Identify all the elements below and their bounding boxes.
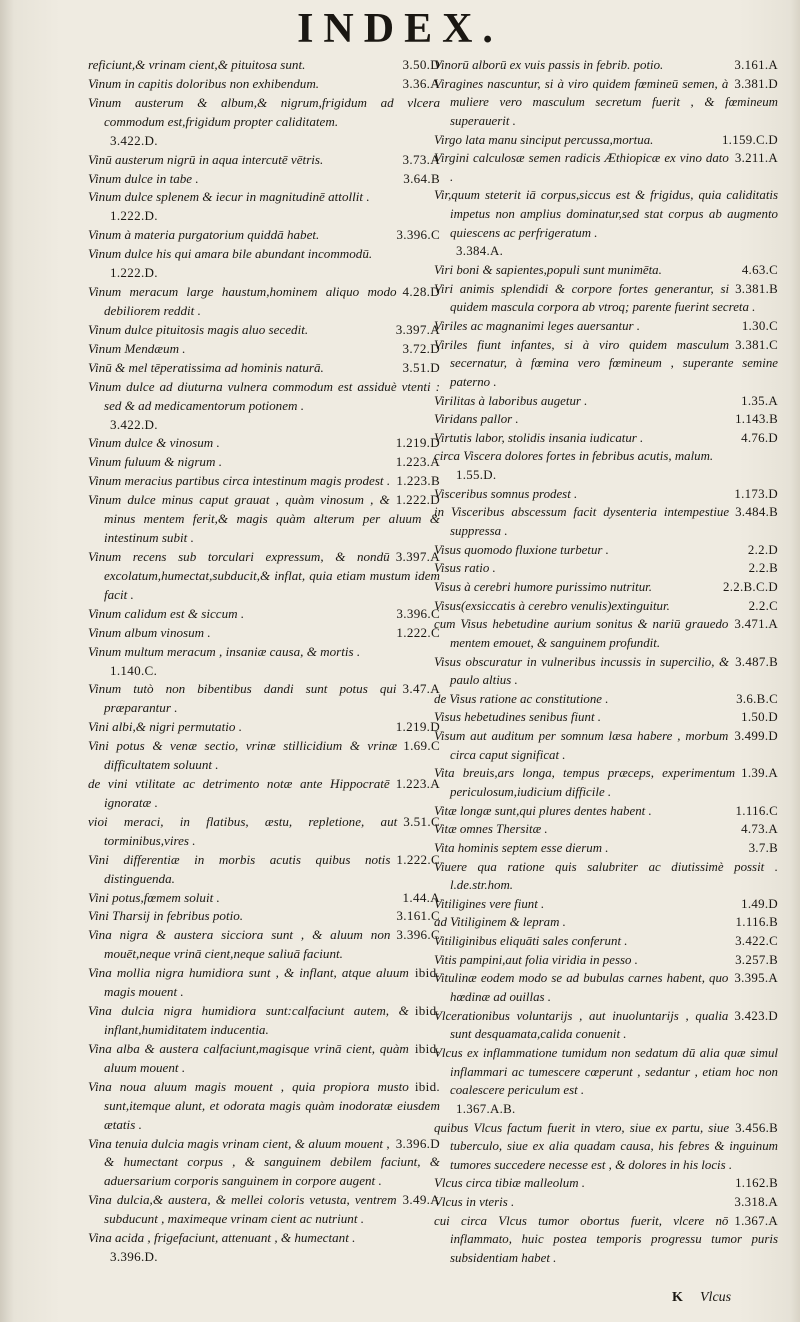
entry-text: Vina dulcia nigra humidiora sunt:calfaciunt autem, & inflant,humiditatem inducentia. — [88, 1003, 409, 1038]
entry-text: Vinum à materia purgatorium quiddā habet. — [88, 227, 320, 243]
index-entry — [434, 969, 778, 1006]
entry-text: Vitæ omnes Thersitæ . — [434, 822, 548, 837]
entry-reference: 1.222.C — [396, 851, 440, 867]
entry-reference: 3.211.A — [734, 151, 778, 166]
index-entry — [434, 858, 778, 895]
entry-reference: 3.484.B — [735, 505, 778, 520]
running-head — [0, 6, 800, 52]
signature-mark: K — [672, 1290, 683, 1305]
entry-text: cui circa Vlcus tumor obortus fuerit, vlcere nō inflammato, huic postea temporis progressu tumor puris subsidentiam habet . — [434, 1213, 778, 1265]
entry-text: Vini potus,fœmem soluit . — [88, 889, 220, 905]
index-entry — [434, 261, 778, 280]
index-entry — [88, 964, 440, 1002]
entry-reference: 1.219.D — [395, 719, 440, 735]
entry-reference: 1.219.D — [395, 435, 440, 451]
entry-reference: 3.6.B.C — [736, 691, 778, 706]
entry-reference: 2.2.D — [747, 542, 778, 557]
index-entry — [434, 280, 778, 317]
index-entry — [434, 690, 778, 709]
index-entry — [88, 926, 440, 964]
index-entry — [88, 170, 440, 189]
entry-text: Visus obscuratur in vulneribus incussis in supercilio, & paulo altius . — [434, 654, 730, 688]
entry-text: Vina dulcia,& austera, & mellei coloris vetusta, ventrem subducunt , maximeque vrinam cient ac nutriunt . — [88, 1192, 397, 1227]
entry-reference: 3.72.D — [402, 340, 440, 356]
entry-reference: 1.39.A — [741, 766, 778, 781]
entry-text: Vini Tharsij in febribus potio. — [88, 908, 244, 924]
entry-reference: 3.64.B — [403, 170, 440, 186]
index-entry — [434, 541, 778, 560]
index-entry — [88, 491, 440, 548]
index-entry — [434, 336, 778, 392]
entry-reference: 1.50.D — [741, 710, 778, 725]
index-entry — [434, 653, 778, 690]
entry-reference: 3.7.B — [748, 840, 778, 855]
entry-text: Vinum recens sub torculari expressum, & nondū excolatum,humectat,subducit,& inflat, quia etiam mustum idem facit . — [88, 548, 440, 602]
entry-reference: 1.49.D — [741, 896, 778, 911]
index-entry — [88, 1078, 440, 1135]
entry-reference: 1.30.C — [741, 318, 778, 333]
entry-text: Vlcerationibus voluntarijs , aut inuoluntarijs , qualia sunt desquamata,calida conuenit . — [434, 1008, 729, 1042]
entry-reference: 3.471.A — [734, 617, 778, 632]
entry-reference: 3.422.D. — [110, 132, 158, 148]
index-entry — [434, 1193, 778, 1212]
entry-text: Vinum multum meracum , insaniæ causa, & mortis . — [88, 643, 361, 659]
entry-text: Virtutis labor, stolidis insania iudicatur . — [434, 430, 644, 445]
index-entry — [434, 802, 778, 821]
entry-reference: 1.222.C — [396, 624, 440, 640]
entry-text: Vir,quum steterit iā corpus,siccus est & frigidus, quia caliditatis impetus non amplius dominatur,sed stat corpus ab augmento quiescens ac perfrigeratum . — [434, 188, 778, 240]
entry-text: Vina alba & austera calfaciunt,magisque vrinā cient, quàm aluum mouent . — [88, 1040, 409, 1075]
entry-reference: 3.395.A — [734, 971, 778, 986]
index-entry — [88, 1191, 440, 1229]
entry-reference: 3.397.A — [395, 321, 440, 337]
index-entry — [88, 56, 440, 75]
catchword: Vlcus — [700, 1290, 732, 1305]
entry-reference: 1.222.D — [395, 492, 440, 508]
index-entry — [434, 615, 778, 652]
entry-reference: 3.161.A — [734, 58, 778, 72]
index-entry — [434, 708, 778, 727]
entry-text: Viuere qua ratione quis salubriter ac diutissimè possit . l.de.str.hom. — [434, 859, 778, 893]
page-footer — [660, 1290, 780, 1312]
entry-text: Visus hebetudines senibus fiunt . — [434, 710, 601, 725]
index-entry — [88, 643, 440, 681]
entry-text: Visceribus somnus prodest . — [434, 486, 578, 501]
entry-reference: 1.140.C. — [110, 662, 158, 678]
running-head-title: INDEX. — [297, 6, 503, 52]
entry-text: reficiunt,& vrinam cient,& pituitosa sunt. — [88, 57, 306, 72]
entry-reference: 3.499.D — [734, 729, 778, 744]
index-entry — [434, 895, 778, 914]
entry-text: Vina acida , frigefaciunt, attenuant , & humectant . — [88, 1230, 356, 1246]
entry-text: Vinum album vinosum . — [88, 624, 211, 640]
entry-text: Vinum dulce splenem & iecur in magnitudinē attollit . — [88, 189, 370, 205]
index-entry — [88, 151, 440, 170]
index-entry — [434, 951, 778, 970]
index-entry — [88, 453, 440, 472]
entry-text: Viri animis splendidi & corpore fortes generantur, si quidem mascula corpora ab vtroq; parente fuerint secreta . — [434, 281, 756, 315]
entry-reference: 1.367.A.B. — [456, 1101, 516, 1116]
entry-text: Vinum meracum large haustum,hominem aliquo modo debiliorem reddit . — [88, 284, 397, 318]
entry-reference: ibid. — [414, 1003, 440, 1019]
index-entry — [434, 1119, 778, 1175]
entry-text: Vini albi,& nigri permutatio . — [88, 719, 242, 735]
entry-reference: 3.396.C — [396, 605, 440, 621]
entry-reference: 3.397.A — [395, 548, 440, 564]
entry-reference: 1.222.D. — [110, 265, 158, 281]
index-entry — [434, 447, 778, 484]
entry-reference: 3.422.C — [735, 934, 778, 949]
entry-text: Vina noua aluum magis mouent , quia propiora musto sunt,itemque alunt, et odorata magis quàm inodoratæ eiusdem ætatis . — [88, 1078, 440, 1132]
entry-text: de Visus ratione ac constitutione . — [434, 691, 609, 706]
index-entry — [434, 392, 778, 411]
entry-reference: ibid. — [414, 1078, 440, 1094]
entry-reference: 1.367.A — [734, 1213, 778, 1228]
entry-text: circa Viscera dolores fortes in febribus acutis, malum. — [434, 449, 714, 464]
entry-text: de vini vtilitate ac detrimento notæ ante Hippocratē ignoratæ . — [88, 776, 390, 810]
entry-text: Vlcus in vteris . — [434, 1195, 515, 1210]
index-entry — [88, 907, 440, 926]
entry-text: Visum aut auditum per somnum læsa habere , morbum circa caput significat . — [434, 729, 729, 762]
entry-text: Vina tenuia dulcia magis vrinam cient, & aluum mouent , & humectant corpus , & sanguinem debilem faciunt, & aduersarium corporis sanguinem in corpore augent . — [88, 1135, 440, 1189]
index-entry — [434, 75, 778, 131]
entry-text: Vinum dulce minus caput grauat , quàm vinosum , & minus mentem ferit,& magis quàm alterum per aluum & intestinum subit . — [88, 492, 440, 546]
entry-reference: 3.456.B — [735, 1120, 778, 1135]
entry-text: Vini potus & venæ sectio, vrinæ stillicidium & vrinæ difficultatem soluunt . — [88, 738, 398, 773]
index-entry — [88, 226, 440, 245]
entry-reference: 1.116.C — [735, 803, 778, 818]
entry-text: Viri boni & sapientes,populi sunt munimēta. — [434, 263, 662, 278]
index-entry — [88, 1135, 440, 1192]
entry-text: Vinum calidum est & siccum . — [88, 605, 245, 621]
index-entry — [88, 737, 440, 775]
entry-reference: 2.2.B.C.D — [723, 579, 778, 594]
index-entry — [434, 149, 778, 186]
entry-reference: 1.223.A — [395, 454, 440, 470]
entry-text: Virgo lata manu sinciput percussa,mortua. — [434, 132, 654, 147]
entry-reference: 2.2.C — [748, 598, 778, 613]
entry-reference: 1.162.B — [735, 1176, 778, 1191]
index-entry — [88, 378, 440, 435]
index-entry — [88, 75, 440, 94]
entry-reference: ibid. — [414, 1040, 440, 1056]
entry-reference: 4.28.D — [402, 284, 440, 300]
entry-text: Vinū & mel tēperatissima ad hominis naturā. — [88, 359, 324, 375]
entry-reference: 1.159.C.D — [721, 132, 778, 147]
entry-text: Vinum dulce ad diuturna vulnera commodum est assiduè vtenti : sed & ad medicamentorum potionem . — [88, 378, 440, 413]
entry-text: Virilitas à laboribus augetur . — [434, 393, 588, 408]
entry-reference: 3.73.A — [402, 151, 440, 167]
entry-text: Visus(exsiccatis à cerebro venulis)extinguitur. — [434, 598, 670, 613]
entry-reference: 1.116.B — [735, 915, 778, 930]
entry-text: Vita hominis septem esse dierum . — [434, 840, 609, 855]
entry-reference: 4.76.D — [741, 430, 778, 445]
index-entry — [434, 131, 778, 150]
entry-text: Vinum fuluum & nigrum . — [88, 454, 222, 470]
entry-text: Viridans pallor . — [434, 412, 519, 427]
index-entry — [434, 578, 778, 597]
index-entry — [88, 680, 440, 718]
entry-reference: ibid. — [414, 965, 440, 981]
index-entry — [88, 813, 440, 851]
entry-reference: 3.487.B — [735, 654, 778, 669]
entry-text: Vina mollia nigra humidiora sunt , & inflant, atque aluum magis mouent . — [88, 965, 409, 1000]
entry-reference: 1.223.B — [396, 473, 440, 489]
index-entry — [88, 359, 440, 378]
entry-text: Visus ratio . — [434, 561, 496, 576]
index-entry — [434, 429, 778, 448]
entry-text: Vinū austerum nigrū in aqua intercutē vētris. — [88, 151, 324, 167]
entry-text: Vinum tutò non bibentibus dandi sunt potus qui præparantur . — [88, 681, 397, 716]
index-entry — [434, 56, 778, 75]
entry-text: Vitulinæ eodem modo se ad bubulas carnes habent, quo hœdinæ ad ouillas . — [434, 971, 729, 1005]
entry-text: Vinum meracius partibus circa intestinum magis prodest . — [88, 473, 391, 489]
entry-text: Vitiligines vere fiunt . — [434, 896, 545, 911]
index-entry — [88, 188, 440, 226]
index-entry — [434, 764, 778, 801]
index-entry — [88, 321, 440, 340]
index-entry — [434, 1212, 778, 1268]
index-entry — [434, 839, 778, 858]
entry-text: Vinum austerum & album,& nigrum,frigidum ad vlcera commodum est,frigidum propter caliditatem. — [88, 94, 440, 129]
index-entry — [88, 245, 440, 283]
entry-text: Vitiliginibus eliquāti sales conferunt . — [434, 934, 628, 949]
entry-reference: 3.51.D — [402, 359, 440, 375]
entry-reference: 2.2.B — [748, 561, 778, 576]
entry-reference: 3.381.B — [735, 281, 778, 296]
entry-reference: 3.396.C — [396, 227, 440, 243]
index-entry — [434, 1044, 778, 1119]
index-entry — [434, 727, 778, 764]
entry-reference: 1.55.D. — [456, 468, 497, 483]
entry-text: Virgini calculosæ semen radicis Æthiopicæ ex vino dato . — [434, 151, 729, 184]
index-entry — [88, 1002, 440, 1040]
index-entry — [88, 1040, 440, 1078]
entry-reference: 3.381.C — [735, 337, 778, 352]
entry-text: vioi meraci, in flatibus, æstu, repletione, aut torminibus,vires . — [88, 813, 398, 848]
entry-reference: 3.396.C — [396, 927, 440, 943]
index-entry — [434, 410, 778, 429]
index-entry — [88, 605, 440, 624]
entry-text: Vlcus circa tibiæ malleolum . — [434, 1176, 585, 1191]
entry-reference: 1.35.A — [741, 393, 778, 408]
entry-reference: 4.73.A — [741, 822, 778, 837]
entry-text: Vinum dulce his qui amara bile abundant incommodū. — [88, 246, 373, 262]
index-entry — [88, 889, 440, 908]
index-entry — [88, 548, 440, 605]
index-entry — [434, 186, 778, 261]
entry-reference: 3.381.D — [734, 76, 778, 91]
entry-text: Vinum in capitis doloribus non exhibendum. — [88, 75, 320, 91]
entry-text: Vinum dulce in tabe . — [88, 170, 199, 186]
index-entry — [434, 1007, 778, 1044]
entry-reference: 3.396.D. — [110, 1249, 158, 1265]
index-entry — [88, 340, 440, 359]
entry-text: Vina nigra & austera sicciora sunt , & aluum non mouēt,neque vrinā cient,neque saliuā faciunt. — [88, 927, 391, 962]
entry-reference: 3.384.A. — [456, 244, 504, 259]
entry-text: Viriles fiunt infantes, si à viro quidem masculum secernatur, à fœmina vero fœmineum , superante semine paterno . — [434, 337, 778, 389]
index-entry — [434, 597, 778, 616]
index-entry — [88, 283, 440, 321]
index-entry — [434, 317, 778, 336]
entry-text: Vitis pampini,aut folia viridia in pesso . — [434, 952, 638, 967]
entry-text: ad Vitiliginem & lepram . — [434, 915, 566, 930]
entry-text: Vinum dulce pituitosis magis aluo secedit. — [88, 321, 309, 337]
index-entry — [434, 559, 778, 578]
index-entry — [434, 913, 778, 932]
index-entry — [88, 434, 440, 453]
entry-text: Vitæ longæ sunt,qui plures dentes habent . — [434, 803, 652, 818]
entry-text: Vinum Mendæum . — [88, 340, 186, 356]
entry-text: Vini differentiæ in morbis acutis quibus notis distinguenda. — [88, 851, 391, 886]
index-entry — [88, 624, 440, 643]
entry-reference: 3.36.A — [402, 75, 440, 91]
entry-text: Vlcus ex inflammatione tumidum non sedatum dū alia quæ simul inflammari ac tumescere cœperunt , sedantur , etiam hoc non coalescere periculum est . — [434, 1045, 778, 1098]
entry-reference: 1.44.A — [402, 889, 440, 905]
index-entry — [88, 775, 440, 813]
entry-text: cum Visus hebetudine aurium sonitus & nariū grauedo mentem emouet, & sanguinem profundit. — [434, 617, 729, 650]
index-entry — [88, 94, 440, 151]
index-entry — [88, 1229, 440, 1267]
index-column-right — [434, 56, 778, 1268]
index-entry — [88, 472, 440, 491]
entry-text: Visus quomodo fluxione turbetur . — [434, 542, 609, 557]
entry-reference: 3.49.A — [402, 1192, 440, 1208]
entry-reference: 1.173.D — [734, 486, 778, 501]
entry-text: Viriles ac magnanimi leges auersantur . — [434, 318, 640, 333]
entry-reference: 3.51.C — [403, 813, 440, 829]
index-entry — [434, 485, 778, 504]
entry-reference: 3.47.A — [402, 681, 440, 697]
entry-reference: 3.318.A — [734, 1195, 778, 1210]
entry-text: in Visceribus abscessum facit dysenteria intempestiue suppressa . — [434, 505, 730, 539]
entry-reference: 1.222.D. — [110, 208, 158, 224]
entry-reference: 3.50.D — [402, 57, 440, 72]
entry-text: Vinorū alborū ex vuis passis in febrib. potio. — [434, 58, 664, 72]
entry-reference: 1.143.B — [735, 412, 778, 427]
entry-reference: 3.422.D. — [110, 416, 158, 432]
index-entry — [434, 1174, 778, 1193]
entry-text: Visus à cerebri humore purissimo nutritur. — [434, 579, 652, 594]
index-entry — [434, 503, 778, 540]
entry-text: quibus Vlcus factum fuerit in vtero, siue ex partu, siue tuberculo, siue ex alia quadam causa, his febres & inguinum tumores succedere necesse est , & dolores in his locis . — [434, 1120, 778, 1172]
index-entry — [88, 851, 440, 889]
index-entry — [434, 820, 778, 839]
index-entry — [434, 932, 778, 951]
entry-text: Vinum dulce & vinosum . — [88, 435, 220, 451]
entry-reference: 4.63.C — [741, 263, 778, 278]
entry-reference: 3.257.B — [735, 952, 778, 967]
index-entry — [88, 718, 440, 737]
entry-reference: 3.161.C — [396, 908, 440, 924]
entry-reference: 3.423.D — [734, 1008, 778, 1023]
entry-reference: 3.396.D — [395, 1135, 440, 1151]
entry-text: Vita breuis,ars longa, tempus præceps, experimentum periculosum,iudicium difficile . — [434, 766, 736, 799]
entry-text: Viragines nascuntur, si à viro quidem fœmineū semen, à muliere vero masculum secretum fuerit , & fœmineum superauerit . — [434, 76, 778, 128]
index-column-left — [88, 56, 440, 1267]
entry-reference: 1.223.A — [395, 776, 440, 792]
entry-reference: 1.69.C — [403, 738, 440, 754]
